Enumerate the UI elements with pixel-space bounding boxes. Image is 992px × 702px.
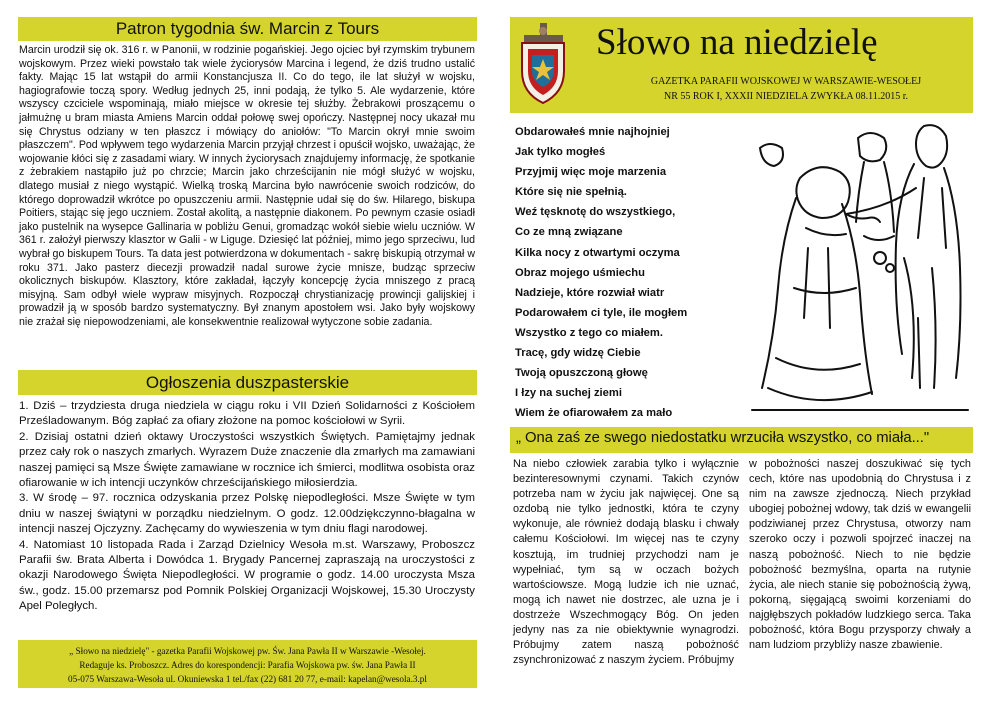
article-column-left: Na niebo człowiek zarabia tylko i wyłącznie bezinteresownymi czynami. Takich czynów potrzeba nam w życiu jak najwięcej. One są ozdobą nie tylko jednostki, która te czyny wykonuje, ale również dodają blasku i chwały całemu Kościołowi. Im więcej nas te czyny kosztują, im trudniej przychodzi nam je wypełniać, tym są w oczach bożych wartościowsze. Mogą ludzie ich nie uznać, mogą ich nawet nie dostrzec, ale uzna je i dostrzeże Wszechmogący Bóg. On jeden jedyny nas za nie obiektywnie wynagrodzi. Próbujmy zatem naszą pobożność zsynchronizować z naszym życiem. Próbujmy [513,458,739,667]
announcement-item: 2. Dzisiaj ostatni dzień oktawy Uroczystości wszystkich Świętych. Pamiętajmy jednak przez cały rok o naszych zmarłych. Wyrazem Duże znaczenie dla zmarłych ma zamawiani naszej pamięci są Msze Święte zamawiane w rocznice ich śmierci, modlitwa osobista oraz ofiarowanie w ich intencji uczynków chrześcijańskiego miłosierdzia. [19,430,475,490]
poem-line: Które się nie spełnią. [515,186,627,199]
footer-box [18,640,477,688]
footer-line: 05-075 Warszawa-Wesoła ul. Okuniewska 1 tel./fax (22) 681 20 77, e-mail: kapelan@wesola.3.pl [68,674,427,684]
masthead [510,17,973,113]
quote-title: „ Ona zaś ze swego niedostatku wrzuciła wszystko, co miała..." [516,430,930,446]
poem-line: Nadzieje, które rozwiał wiatr [515,286,665,299]
poem-line: Twoją opuszczoną głowę [515,367,648,380]
poem-line: Weź tęsknotę do wszystkiego, [515,206,676,219]
announcement-item: 4. Natomiast 10 listopada Rada i Zarząd Dzielnicy Wesoła m.st. Warszawy, Proboszcz Parafii św. Brata Alberta i Dowódca 1. Brygady Pancernej zapraszają na uroczystości z okazji Narodowego Święta Niepodległości. W programie o godz. 14.00 uroczysta Msza św., godz. 15.00 przemarsz pod Pomnik Polskiej Organizacji Wojskowej, 15.30 Uroczysty Apel Poległych. [19,538,475,613]
announcements-list [19,399,475,615]
poem-line: Podarowałem ci tyle, ile mogłem [515,306,688,319]
patron-header [18,17,477,41]
article-column-right: w pobożności naszej doszukiwać się tych cech, które nas upodobnią do Chrystusa i z nim na zawsze zjednoczą. Niech przykład ubogiej pobożnej wdowy, tak dziś w ewangelii podziwianej przez Chrystusa, otworzy nam szeroko oczy i pozwoli spojrzeć inaczej na naszą pobożność. Niech to nie będzie pobożność bezmyślna, oparta na rutynie życia, ale niech stanie się pobożnością żywą, pokorną, sięgającą swoimi korzeniami do najgłębszych pokładów ludzkiego serca. Taka pobożność, która Bogu przysporzy chwały a nam ludziom przybliży nasze zbawienie. [749,458,971,652]
footer-line: „ Słowo na niedzielę" - gazetka Parafii Wojskowej pw. Św. Jana Pawła II w Warszawie -Wesołej. [69,646,426,656]
poem-line: Obraz mojego uśmiechu [515,266,645,279]
poem-line: I łzy na suchej ziemi [515,387,622,400]
poem-line: Tracę, gdy widzę Ciebie [515,347,641,360]
poem-line: Wszystko z tego co miałem. [515,326,663,339]
announcement-item: 1. Dziś – trzydziesta druga niedziela w ciągu roku i VII Dzień Solidarności z Kościołem Prześladowanym. Bóg zapłać za ofiary złożone na pomoc kościołowi w Syrii. [19,400,475,428]
illustration-widow-offering [746,118,974,416]
patron-text: Marcin urodził się ok. 316 r. w Panonii, w rodzinie pogańskiej. Jego ojciec był rzymskim trybunem wojskowym. Przez wieki powstało tak wiele życiorysów Marcina i legend, że dziś trudno ustalić fakty. Mając 15 lat wstąpił do armii Konstancjusza II. Co do tego, ile lat służył w wojsku, hagiografowie toczą spory. Według jednych 25, inni podają, że tylko 5. Ale wydarzenie, które wszyscy czciciele wspominają, miało miejsce w okresie tej służby. Żebrakowi proszącemu o jałmużnę u bram miasta Amiens Marcin oddał połowę swej opończy. Następnej nocy ukazał mu się Chrystus odziany w ten płaszcz i mówiący do aniołów: "To Marcin okrył mnie swoim płaszczem". Pod wpływem tego wydarzenia Marcin przyjął chrzest i opuścił wojsko, uważając, że wojowanie kłóci się z zasadami wiary. W innych życiorysach znajdujemy informację, że spotkanie z żebrakiem nastąpiło już po chrzcie; Marcin jako chrześcijanin nie mógł służyć w wojsku, dlatego musiał z niego wystąpić. Wielką troską Marcina było nawrócenie swoich rodziców, do którego doprowadził wkrótce po opuszczeniu armii. Następnie udał się do św. Hilarego, biskupa Poitiers, stając się jego uczniem. Został akolitą, a następnie diakonem. Po pewnym czasie osiadł jako pustelnik na wysepce Gallinaria w pobliżu Genui, gromadząc wokół siebie wielu uczniów. W 361 r. założył pierwszy klasztor w Galii - w Liguge. Dziesięć lat później, mimo jego sprzeciwu, lud wybrał go biskupem Tours. Ta data jest potwierdzona w dokumentach - sakrę biskupią otrzymał w roku 371. Jako pasterz diecezji prowadził nadal surowe życie mnisze, budząc sprzeciw okolicznych biskupów. Klasztory, które zakładał, łączyły koncepcję życia mniszego z pracą misyjną. Sam odbył wiele wypraw misyjnych. Rozpoczął chrystianizację prowincji galijskiej i prowadził ją w sposób bardzo systematyczny. Był znanym apostołem wsi. Jako były wojskowy nie zrażał się niepowodzeniami, ale konsekwentnie realizował wytyczone sobie zadania. [19,44,475,328]
poem-line: Przyjmij więc moje marzenia [515,166,667,179]
quote-header [510,427,973,453]
poem [515,122,750,423]
masthead-subtitle [606,74,966,104]
announcement-item: 3. W środę – 97. rocznica odzyskania przez Polskę niepodległości. Msze Święte w tym dniu w naszej świątyni w porządku niedzielnym. O godz. 12.00dziękczynno-błagalna w intencji naszej Ojczyzny. Zachęcamy do wywieszenia w tym dniu flagi narodowej. [19,492,475,536]
announcements-header [18,370,477,395]
footer-line: Redaguje ks. Proboszcz. Adres do korespondencji: Parafia Wojskowa pw. św. Jana Pawła II [79,660,416,670]
subtitle-line: GAZETKA PARAFII WOJSKOWEJ W WARSZAWIE-WESOŁEJ [650,76,922,87]
poem-line: Obdarowałeś mnie najhojniej [515,126,670,138]
subtitle-line: NR 55 ROK I, XXXII NIEDZIELA ZWYKŁA 08.11.2015 r. [663,91,909,102]
poem-line: Jak tylko mogłeś [515,146,606,159]
patron-title: Patron tygodnia św. Marcin z Tours [115,19,380,38]
parish-emblem-icon [516,21,570,107]
announcements-title: Ogłoszenia duszpasterskie [145,373,350,392]
poem-line: Kilka nocy z otwartymi oczyma [515,246,680,259]
masthead-title: Słowo na niedzielę [596,22,878,63]
poem-line: Co ze mną związane [515,226,623,239]
poem-line: Wiem że ofiarowałem za mało [515,407,673,420]
